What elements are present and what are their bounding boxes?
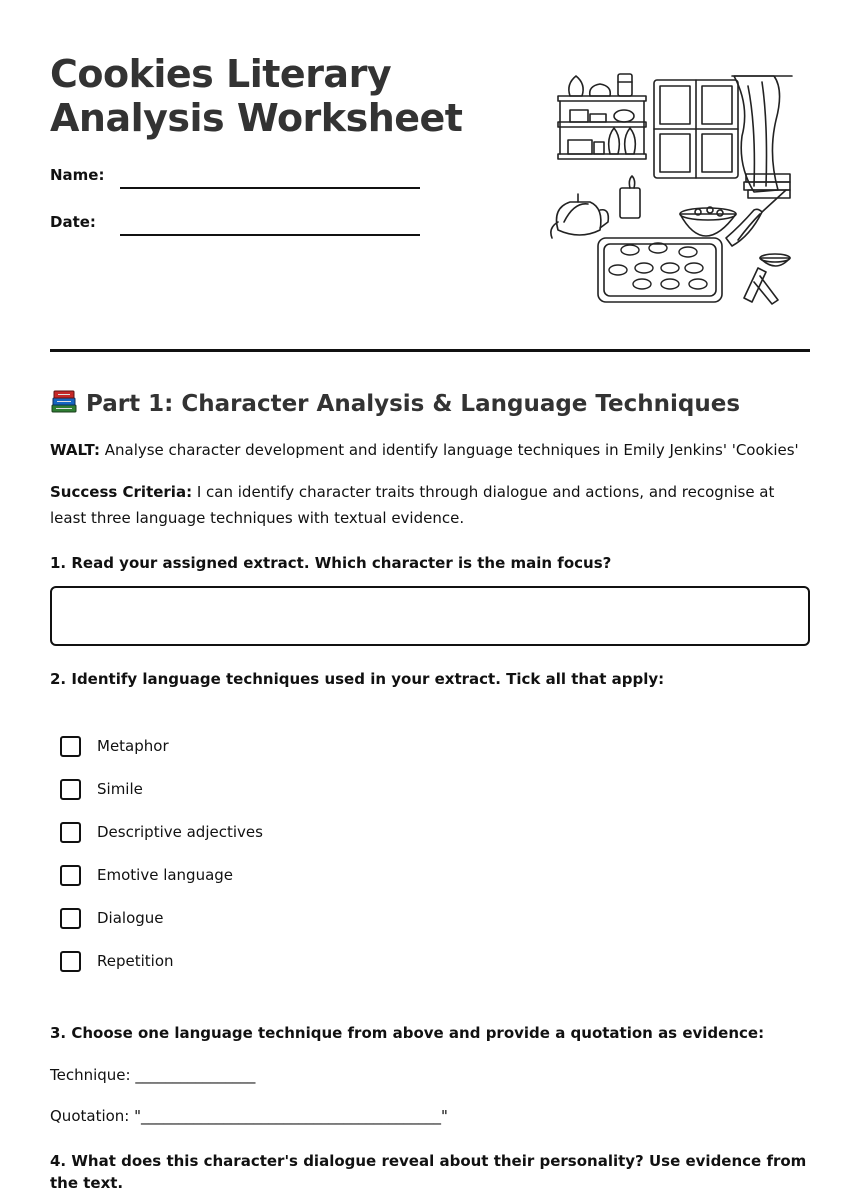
- technique-label: Descriptive adjectives: [97, 823, 263, 841]
- technique-fill-line[interactable]: Technique: ________________: [50, 1066, 256, 1084]
- quotation-fill-line[interactable]: Quotation: "________________________________________": [50, 1107, 448, 1125]
- checkbox[interactable]: [60, 779, 81, 800]
- books-icon: [50, 389, 78, 415]
- technique-option-dialogue[interactable]: [60, 905, 460, 931]
- name-field[interactable]: [120, 187, 420, 189]
- question-3: 3. Choose one language technique from above and provide a quotation as evidence:: [50, 1024, 765, 1042]
- technique-option-descriptive-adjectives[interactable]: [60, 819, 460, 845]
- worksheet-title: Cookies Literary Analysis Worksheet: [50, 52, 463, 140]
- header-divider: [50, 349, 810, 352]
- walt-paragraph: [50, 437, 810, 463]
- technique-option-metaphor[interactable]: [60, 733, 460, 759]
- technique-option-repetition[interactable]: [60, 948, 460, 974]
- date-field[interactable]: [120, 234, 420, 236]
- kitchen-illustration: [548, 62, 798, 316]
- part1-heading-text: Part 1: Character Analysis & Language Techniques: [86, 391, 741, 417]
- part1-heading: [50, 388, 810, 420]
- walt-text: Analyse character development and identify language techniques in Emily Jenkins' 'Cookies': [99, 441, 799, 459]
- checkbox[interactable]: [60, 908, 81, 929]
- walt-label: WALT:: [50, 441, 100, 459]
- technique-option-simile[interactable]: [60, 776, 460, 802]
- checkbox[interactable]: [60, 865, 81, 886]
- technique-label: Emotive language: [97, 866, 234, 884]
- success-criteria-paragraph: [50, 479, 810, 531]
- success-criteria-text: I can identify character traits through dialogue and actions, and recognise at least three language techniques with textual evidence.: [50, 483, 775, 527]
- name-label: Name:: [50, 166, 105, 184]
- technique-option-emotive-language[interactable]: [60, 862, 460, 888]
- success-criteria-label: Success Criteria:: [50, 483, 193, 501]
- question-1-answer-box[interactable]: [50, 586, 810, 646]
- checkbox[interactable]: [60, 822, 81, 843]
- question-4: 4. What does this character's dialogue reveal about their personality? Use evidence from the text.: [50, 1152, 807, 1192]
- question-2: 2. Identify language techniques used in your extract. Tick all that apply:: [50, 670, 665, 688]
- question-1: 1. Read your assigned extract. Which character is the main focus?: [50, 554, 612, 572]
- checkbox[interactable]: [60, 736, 81, 757]
- technique-label: Dialogue: [97, 909, 164, 927]
- date-label: Date:: [50, 213, 96, 231]
- technique-label: Repetition: [97, 952, 174, 970]
- technique-label: Metaphor: [97, 737, 169, 755]
- technique-label: Simile: [97, 780, 143, 798]
- checkbox[interactable]: [60, 951, 81, 972]
